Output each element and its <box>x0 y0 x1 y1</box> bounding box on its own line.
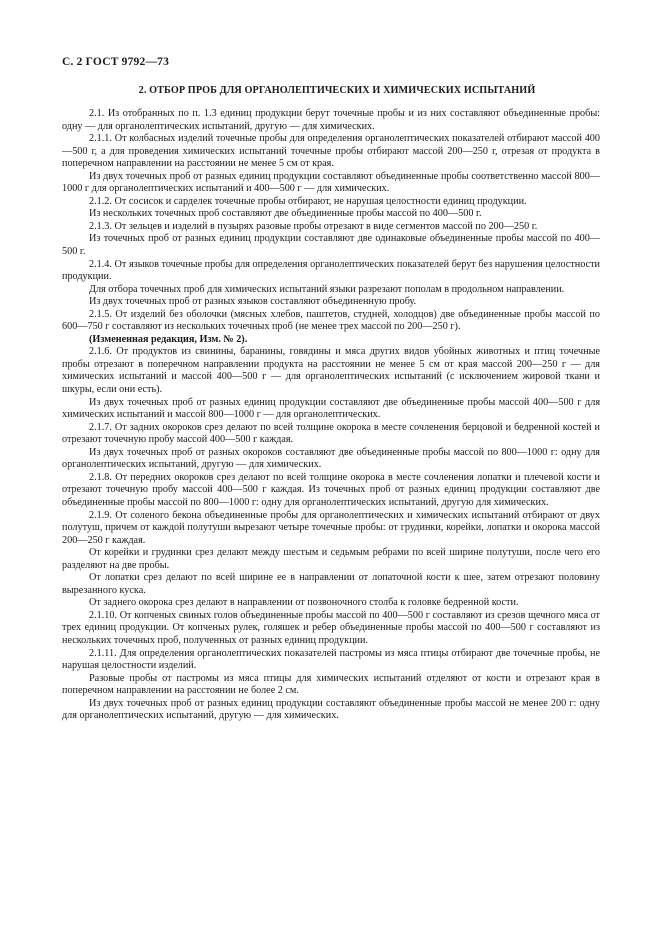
amendment-note: (Измененная редакция, Изм. № 2). <box>89 333 248 345</box>
paragraph-2-1-4: 2.1.4. От языков точечные пробы для определения органолептических показателей берут без нарушения целостности продукции. <box>62 258 600 283</box>
paragraph: Из двух точечных проб от разных единиц продукции составляют две объединенные пробы массой 400—500 г для химических испытаний и массой 800—1000 г — для органолептических. <box>62 396 600 421</box>
paragraph-2-1-1: 2.1.1. От колбасных изделий точечные пробы для определения органолептических показателей отбирают массой 400—500 г, а для проведения химических испытаний точечные пробы отбирают массой 200—250 г, отрезая от продукта в поперечном направлении на расстоянии не менее 5 см от края. <box>62 133 600 170</box>
paragraph: Из двух точечных проб от разных языков составляют объединенную пробу. <box>89 296 417 308</box>
document-page <box>62 56 600 723</box>
paragraph: Из точечных проб от разных единиц продукции составляют две одинаковые объединенные пробы массой по 400—500 г. <box>62 233 600 258</box>
paragraph: Для отбора точечных проб для химических испытаний языки разрезают пополам в продольном направлении. <box>89 283 565 295</box>
paragraph-2-1-8: 2.1.8. От передних окороков срез делают по всей толщине окорока в месте сочленения лопатки и плечевой кости и отрезают точечную пробу массой 400—500 г каждая. Из точечных проб от разных единиц продукции составляют две объединенные пробы массой по 800—1000 г: одну для органолептических испытаний, другую для химических. <box>62 471 600 508</box>
paragraph-2-1-6: 2.1.6. От продуктов из свинины, баранины, говядины и мяса других видов убойных животных и птиц точечные пробы отрезают в поперечном направлении продукта на расстоянии не менее 5 см от края массой 200—250 г — для химических испытаний и массой 400—500 г — для органолептических испытаний (с исключением жировой ткани и шкуры, если они есть). <box>62 346 600 396</box>
paragraph: Из двух точечных проб от разных единиц продукции составляют объединенные пробы соответственно массой 800—1000 г для органолептических испытаний и 400—500 г — для химических. <box>62 170 600 195</box>
paragraph: От лопатки срез делают по всей ширине ее в направлении от лопаточной кости к шее, затем отрезают половину вырезанного куска. <box>62 572 600 596</box>
paragraph-2-1-9: 2.1.9. От соленого бекона объединенные пробы для органолептических и химических испытаний отбирают от двух полутуш, причем от каждой полутуши вырезают четыре точечные пробы: от грудинки, корейки, лопатки и окорока массой 200—250 г каждая. <box>62 509 600 546</box>
paragraph-2-1-2: 2.1.2. От сосисок и сарделек точечные пробы отбирают, не нарушая целостности единиц продукции. <box>89 195 527 207</box>
paragraph: Разовые пробы от пастромы из мяса птицы для химических испытаний отделяют от кости и отрезают края в поперечном направлении на расстоянии не более 2 см. <box>62 672 600 697</box>
paragraph: Из нескольких точечных проб составляют две объединенные пробы массой по 400—500 г. <box>89 208 482 220</box>
paragraph-2-1: 2.1. Из отобранных по п. 1.3 единиц продукции берут точечные пробы и из них составляют объединенные пробы: одну — для органолептических испытаний, другую — для химических. <box>62 108 600 132</box>
section-body <box>62 108 600 723</box>
paragraph-2-1-11: 2.1.11. Для определения органолептических показателей пастромы из мяса птицы отбирают две точечные пробы, не нарушая целостности изделий. <box>62 647 600 672</box>
paragraph-2-1-3: 2.1.3. От зельцев и изделий в пузырях разовые пробы отрезают в виде сегментов массой по 200—250 г. <box>89 220 538 232</box>
paragraph: Из двух точечных проб от разных окороков составляют две объединенные пробы массой по 800—1000 г: одну для органолептических испытаний, другую — для химических. <box>62 446 600 471</box>
paragraph-2-1-10: 2.1.10. От копченых свиных голов объединенные пробы массой по 400—500 г составляют из срезов щечного мяса от трех единиц продукции. От копченых рулек, голяшек и ребер объединенные пробы массой по 400—500 г составляют из нескольких точечных проб, полученных от разных единиц продукции. <box>62 609 600 646</box>
paragraph-2-1-5: 2.1.5. От изделий без оболочки (мясных хлебов, паштетов, студней, холодцов) две объединенные пробы массой по 600—750 г составляют из нескольких точечных проб (не менее трех массой по 200—250 г). <box>62 308 600 333</box>
section-title: 2. ОТБОР ПРОБ ДЛЯ ОРГАНОЛЕПТИЧЕСКИХ И ХИМИЧЕСКИХ ИСПЫТАНИЙ <box>138 85 536 96</box>
paragraph: От корейки и грудинки срез делают между шестым и седьмым ребрами по всей ширине полутуши, после чего его разделяют на две пробы. <box>62 547 600 571</box>
paragraph: Из двух точечных проб от разных единиц продукции составляют объединенные пробы массой не менее 200 г: одну для органолептических испытаний, другую — для химических. <box>62 697 600 722</box>
paragraph-2-1-7: 2.1.7. От задних окороков срез делают по всей толщине окорока в месте сочленения берцовой и бедренной костей и отрезают точечную пробу массой 400—500 г каждая. <box>62 421 600 446</box>
paragraph: От заднего окорока срез делают в направлении от позвоночного столба к головке бедренной кости. <box>89 597 519 609</box>
page-header: С. 2 ГОСТ 9792—73 <box>62 56 170 68</box>
